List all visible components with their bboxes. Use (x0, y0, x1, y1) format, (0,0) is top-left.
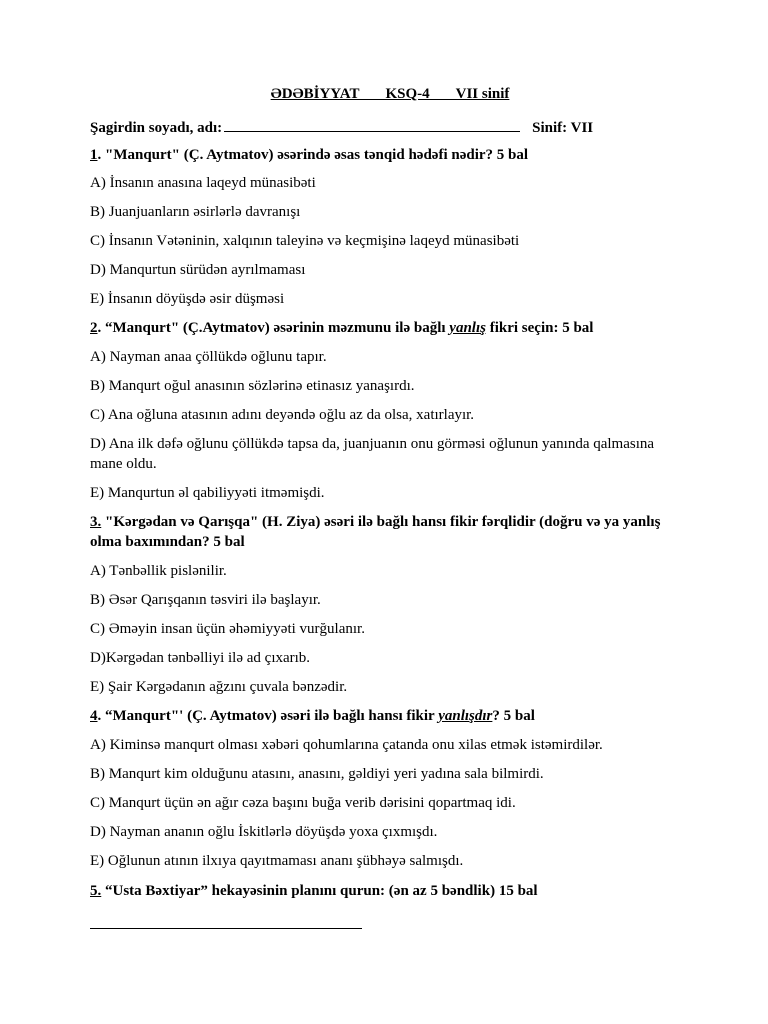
q2-option-c: C) Ana oğluna atasının adını deyəndə oğlu az da olsa, xatırlayır. (90, 407, 475, 423)
question-4 (90, 706, 690, 726)
q4-option-e: E) Oğlunun atının ilxıya qayıtmaması ananı şübhəyə salmışdı. (90, 853, 464, 869)
q2-option-e: E) Manqurtun əl qabiliyyəti itməmişdi. (90, 485, 325, 501)
question-3 (90, 512, 690, 552)
q4-option-d: D) Nayman ananın oğlu İskitlərlə döyüşdə yoxa çıxmışdı. (90, 824, 438, 840)
q2-option-a: A) Nayman anaa çöllükdə oğlunu tapır. (90, 349, 327, 365)
page-title: ƏDƏBİYYAT KSQ-4 VII sinif (270, 86, 510, 102)
question-1-number: 1 (90, 147, 98, 163)
question-2 (90, 318, 690, 338)
q3-option-a: A) Tənbəllik pislənilir. (90, 563, 227, 579)
question-5 (90, 881, 690, 901)
student-info-line (90, 117, 593, 137)
q3-option-d: D)Kərgədan tənbəlliyi ilə ad çıxarıb. (90, 650, 311, 666)
question-4-text-end: ? 5 bal (492, 708, 535, 724)
q2-option-b: B) Manqurt oğul anasının sözlərinə etinasız yanaşırdı. (90, 378, 415, 394)
q2-option-d: D) Ana ilk dəfə oğlunu çöllükdə tapsa da, juanjuanın onu görməsi oğlunun yanında qalmasına mane oldu. (90, 436, 655, 472)
q3-option-b: B) Əsər Qarışqanın təsviri ilə başlayır. (90, 592, 321, 608)
question-4-number: 4 (90, 708, 98, 724)
q1-option-e: E) İnsanın döyüşdə əsir düşməsi (90, 291, 285, 307)
question-4-emphasis: yanlışdır (438, 708, 493, 724)
question-2-text: . “Manqurt" (Ç.Aytmatov) əsərinin məzmunu ilə bağlı (97, 320, 450, 336)
q1-option-d: D) Manqurtun sürüdən ayrılmaması (90, 262, 306, 278)
question-5-number: 5. (90, 883, 102, 899)
student-name-blank[interactable] (224, 117, 520, 132)
question-1 (90, 145, 690, 165)
question-2-number: 2 (90, 320, 98, 336)
q1-option-c: C) İnsanın Vətəninin, xalqının taleyinə və keçmişinə laqeyd münasibəti (90, 233, 520, 249)
q4-option-b: B) Manqurt kim olduğunu atasını, anasını, gəldiyi yeri yadına sala bilmirdi. (90, 766, 544, 782)
q4-option-a: A) Kiminsə manqurt olması xəbəri qohumlarına çatanda onu xilas etmək istəmirdilər. (90, 737, 603, 753)
question-1-text: . "Manqurt" (Ç. Aytmatov) əsərində əsas tənqid hədəfi nədir? 5 bal (97, 147, 529, 163)
q1-option-b: B) Juanjuanların əsirlərlə davranışı (90, 204, 301, 220)
q3-option-e: E) Şair Kərgədanın ağzını çuvala bənzədir. (90, 679, 348, 695)
question-2-emphasis: yanlış (449, 320, 486, 336)
q1-option-a: A) İnsanın anasına laqeyd münasibəti (90, 175, 316, 191)
q3-option-c: C) Əməyin insan üçün əhəmiyyəti vurğulanır. (90, 621, 365, 637)
answer-blank-line[interactable] (90, 928, 362, 929)
q4-option-c: C) Manqurt üçün ən ağır cəza başını buğa verib dərisini qopartmaq idi. (90, 795, 516, 811)
grade-label: Sinif: VII (532, 120, 594, 136)
question-3-text: "Kərgədan və Qarışqa" (H. Ziya) əsəri ilə bağlı hansı fikir fərqlidir (doğru və ya yanlış olma baxımından? 5 bal (90, 514, 661, 550)
question-4-text: . “Manqurt"' (Ç. Aytmatov) əsəri ilə bağlı hansı fikir (97, 708, 439, 724)
question-5-text: “Usta Bəxtiyar” hekayəsinin planını qurun: (ən az 5 bəndlik) 15 bal (101, 883, 538, 899)
question-2-text-end: fikri seçin: 5 bal (485, 320, 594, 336)
question-3-number: 3. (90, 514, 102, 530)
student-name-label: Şagirdin soyadı, adı: (90, 120, 223, 136)
